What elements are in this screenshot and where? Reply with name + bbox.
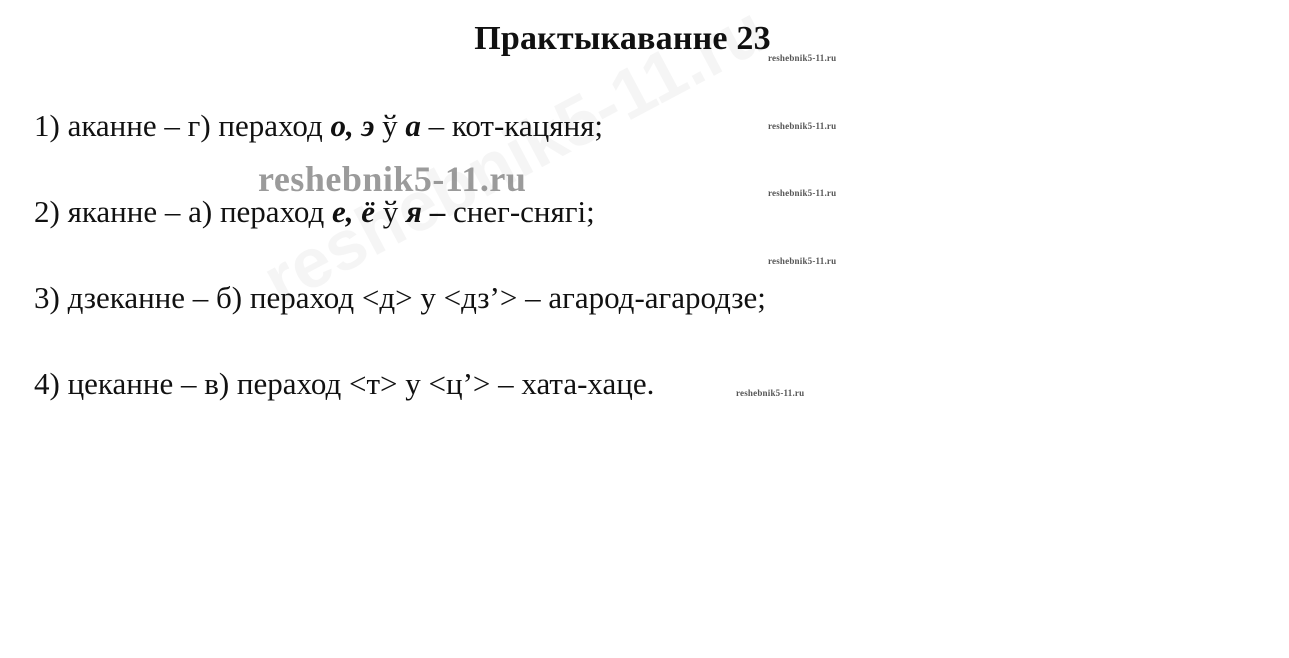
watermark-small-2: reshebnik5-11.ru	[768, 121, 837, 131]
answer-1-tail: – кот-кацяня;	[420, 108, 603, 143]
answer-2-dash: –	[422, 194, 446, 229]
answer-2-vowels: е, ё	[332, 194, 376, 229]
answer-1-lead: 1) аканне – г) пераход	[34, 108, 331, 143]
answer-1-target: а	[405, 108, 421, 143]
answer-2-tail: снег-снягі;	[445, 194, 595, 229]
page-title: Практыкаванне 23	[474, 20, 771, 57]
answer-1-vowels: о, э	[330, 108, 375, 143]
answer-2-mid: ў	[375, 194, 407, 229]
answer-line-3: 3) дзеканне – б) пераход <д> у <дз’> – агарод-агародзе;	[34, 280, 766, 315]
answer-2-lead: 2) яканне – а) пераход	[34, 194, 333, 229]
answer-line-4: 4) цеканне – в) пераход <т> у <ц’> – хата-хаце.	[34, 366, 655, 401]
answer-1-mid: ў	[374, 108, 406, 143]
answer-2-target: я	[406, 194, 423, 229]
watermark-large: reshebnik5-11.ru	[258, 159, 527, 199]
watermark-small-5: reshebnik5-11.ru	[736, 388, 805, 398]
watermark-small-3: reshebnik5-11.ru	[768, 188, 837, 198]
answer-line-1	[34, 108, 603, 144]
watermark-small-1: reshebnik5-11.ru	[768, 53, 837, 63]
watermark-small-4: reshebnik5-11.ru	[768, 256, 837, 266]
